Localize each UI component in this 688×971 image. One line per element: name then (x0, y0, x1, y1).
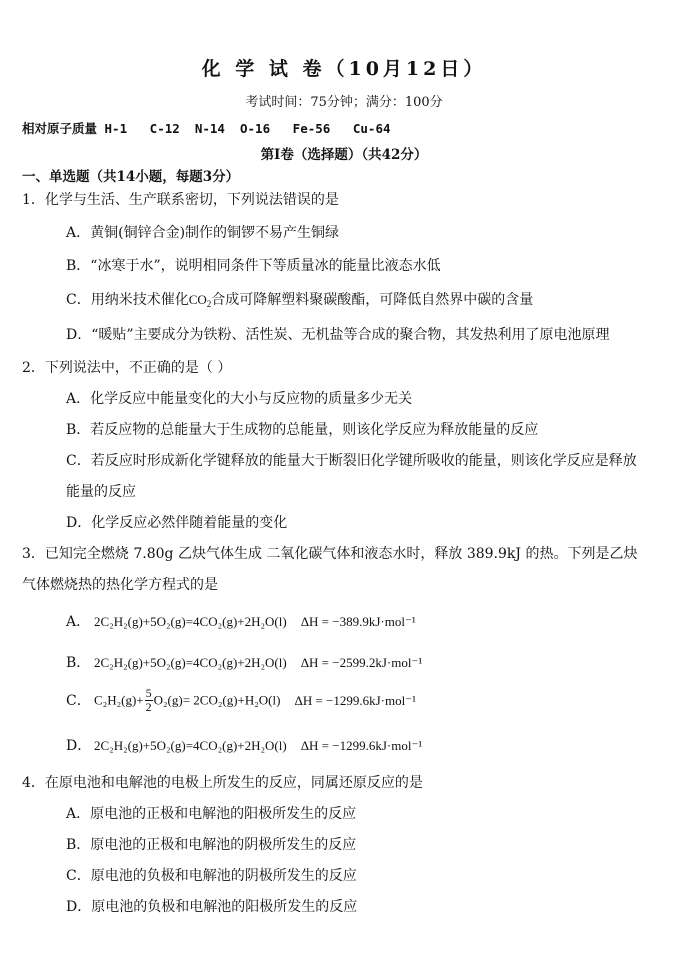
question-3-option-b: B． 2C₂H₂(g)+5O₂(g)=4CO₂(g)+2H₂O(l) ΔH = −2599.2kJ·mol⁻¹ (66, 655, 423, 671)
question-3-option-d: D． 2C₂H₂(g)+5O₂(g)=4CO₂(g)+2H₂O(l) ΔH = −1299.6kJ·mol⁻¹ (66, 738, 423, 754)
equation-a: 2C₂H₂(g)+5O₂(g)=4CO₂(g)+2H₂O(l) (94, 614, 287, 629)
question-3-stem: 3．已知完全燃烧 7.80g 乙炔气体生成 二氧化碳气体和液态水时，释放 389.9kJ 的热。下列是乙炔 (22, 546, 638, 562)
enthalpy-c: ΔH = −1299.6kJ·mol⁻¹ (294, 692, 416, 708)
question-3-stem-wrap: 气体燃烧热的热化学方程式的是 (22, 577, 218, 593)
question-2-option-b: B．若反应物的总能量大于生成物的总能量，则该化学反应为释放能量的反应 (66, 422, 539, 438)
equation-b: 2C₂H₂(g)+5O₂(g)=4CO₂(g)+2H₂O(l) (94, 655, 287, 670)
exam-info: 考试时间：75分钟；满分：100分 (245, 95, 443, 110)
question-3-option-c: C． C₂H₂(g)+ $\frac{5}{2}$ O₂(g)= 2CO₂(g)+H₂O(l) ΔH = −1299.6kJ·mol⁻¹ (66, 686, 416, 714)
question-2-option-c-wrap: 能量的反应 (66, 484, 136, 500)
question-1-option-b: B．“冰寒于水”，说明相同条件下等质量冰的能量比液态水低 (66, 258, 441, 274)
enthalpy-d: ΔH = −1299.6kJ·mol⁻¹ (300, 738, 423, 753)
atomic-mass-line: 相对原子质量 H-1 C-12 N-14 O-16 Fe-56 Cu-64 (22, 121, 391, 136)
section-title: 一、单选题（共14小题，每题3分） (22, 169, 240, 185)
question-4-option-b: B．原电池的正极和电解池的阴极所发生的反应 (66, 837, 357, 853)
question-2-option-d: D．化学反应必然伴随着能量的变化 (66, 515, 288, 531)
question-3-option-a: A． 2C₂H₂(g)+5O₂(g)=4CO₂(g)+2H₂O(l) ΔH = −389.9kJ·mol⁻¹ (66, 614, 416, 630)
question-4-stem: 4．在原电池和电解池的电极上所发生的反应，同属还原反应的是 (22, 775, 423, 791)
fraction-five-halves: $\frac{5}{2}$ (145, 686, 152, 714)
enthalpy-b: ΔH = −2599.2kJ·mol⁻¹ (300, 655, 423, 670)
question-4-option-d: D．原电池的负极和电解池的阳极所发生的反应 (66, 899, 358, 915)
exam-title: 化 学 试 卷（10月12日） (201, 58, 487, 80)
question-2-stem: 2．下列说法中，不正确的是（ ） (22, 360, 232, 376)
question-2-option-c: C．若反应时形成新化学键释放的能量大于断裂旧化学键所吸收的能量，则该化学反应是释放 (66, 453, 637, 469)
question-4-option-a: A．原电池的正极和电解池的阳极所发生的反应 (66, 806, 357, 822)
question-1-option-c-head: C．用纳米技术催化 (66, 292, 189, 308)
question-1-stem: 1．化学与生活、生产联系密切，下列说法错误的是 (22, 192, 339, 208)
equation-d: 2C₂H₂(g)+5O₂(g)=4CO₂(g)+2H₂O(l) (94, 738, 287, 753)
question-4-option-c: C．原电池的负极和电解池的阴极所发生的反应 (66, 868, 357, 884)
equation-c-left: C₂H₂(g)+ (94, 692, 144, 708)
equation-c-right: O₂(g)= 2CO₂(g)+H₂O(l) (153, 692, 281, 708)
co2-formula: $CO_2$ (188, 292, 212, 309)
enthalpy-a: ΔH = −389.9kJ·mol⁻¹ (300, 614, 416, 629)
part-title: 第Ⅰ卷（选择题）（共42分） (260, 147, 428, 163)
question-1-option-c-tail: 合成可降解塑料聚碳酸酯，可降低自然界中碳的含量 (211, 292, 534, 308)
question-1-option-c (66, 289, 533, 309)
question-1-option-a: A．黄铜(铜锌合金)制作的铜锣不易产生铜绿 (66, 225, 340, 241)
question-1-option-d: D．“暖贴”主要成分为铁粉、活性炭、无机盐等合成的聚合物，其发热利用了原电池原理 (66, 327, 610, 343)
question-2-option-a: A．化学反应中能量变化的大小与反应物的质量多少无关 (66, 391, 413, 407)
